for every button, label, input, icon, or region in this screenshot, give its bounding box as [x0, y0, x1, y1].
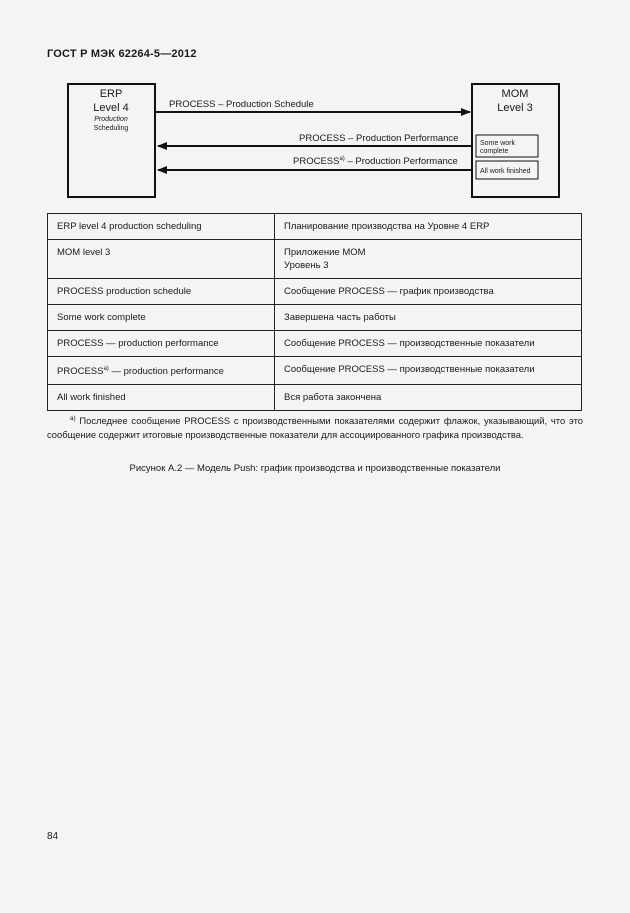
table-cell-en-sup: a) — [103, 366, 109, 372]
arrow-production-performance-label: PROCESS – Production Performance — [299, 133, 459, 144]
table-row — [48, 214, 582, 240]
table-row — [48, 385, 582, 411]
table-cell-en: MOM level 3 — [48, 240, 275, 279]
table-cell-ru: Планирование производства на Уровне 4 ERP — [275, 214, 582, 240]
mom-inner-all-work: All work finished — [480, 168, 531, 175]
arrow-final-performance-label: PROCESS$^{a)}$ – Production Performance — [293, 156, 458, 167]
table-cell-ru — [275, 240, 582, 279]
mom-level: Level 3 — [497, 102, 533, 114]
table-cell-ru-line1: Приложение МОМ — [284, 247, 366, 258]
table-cell-en: Some work complete — [48, 305, 275, 331]
mom-title: MOM — [501, 88, 529, 100]
table-cell-en-suffix: — production performance — [108, 366, 224, 378]
mom-inner-some-work-line1: Some work — [480, 140, 516, 147]
figure-caption: Рисунок А.2 — Модель Push: график производства и производственные показатели — [129, 463, 501, 474]
table-row — [48, 240, 582, 279]
table-cell-ru: Сообщение PROCESS — производственные показатели — [275, 357, 582, 385]
table-cell-ru: Сообщение PROCESS — график производства — [275, 279, 582, 305]
footnote — [47, 412, 583, 441]
table-cell-en: All work finished — [48, 385, 275, 411]
legend-table — [47, 213, 582, 411]
table-cell-en-prefix: PROCESS — [57, 366, 104, 378]
table-cell-en — [48, 357, 275, 385]
table-cell-ru: Завершена часть работы — [275, 305, 582, 331]
footnote-marker: а) — [69, 415, 76, 422]
table-cell-ru-line2: Уровень 3 — [284, 260, 329, 271]
table-cell-en: PROCESS — production performance — [48, 331, 275, 357]
table-row — [48, 279, 582, 305]
erp-sub-line1: Production — [94, 116, 128, 123]
mom-inner-some-work-line2: complete — [480, 148, 509, 155]
table-cell-en: ERP level 4 production scheduling — [48, 214, 275, 240]
table-cell-ru: Сообщение PROCESS — производственные показатели — [275, 331, 582, 357]
erp-box — [68, 84, 155, 197]
page-number: 84 — [47, 831, 59, 842]
footnote-text: Последнее сообщение PROCESS с производственными показателями содержит флажок, указывающий, что это сообщение содержит итоговые производственные показатели для ассоциированного графика производства. — [47, 415, 583, 440]
document-header: ГОСТ Р МЭК 62264-5—2012 — [47, 48, 197, 60]
table-row — [48, 305, 582, 331]
table-row — [48, 331, 582, 357]
erp-sub-line2: Scheduling — [93, 125, 129, 132]
arrow-production-schedule-label: PROCESS – Production Schedule — [169, 99, 314, 110]
erp-level: Level 4 — [93, 102, 129, 114]
push-model-diagram — [0, 0, 630, 205]
table-cell-en: PROCESS production schedule — [48, 279, 275, 305]
table-cell-ru: Вся работа закончена — [275, 385, 582, 411]
table-row — [48, 357, 582, 385]
erp-title: ERP — [99, 88, 123, 100]
